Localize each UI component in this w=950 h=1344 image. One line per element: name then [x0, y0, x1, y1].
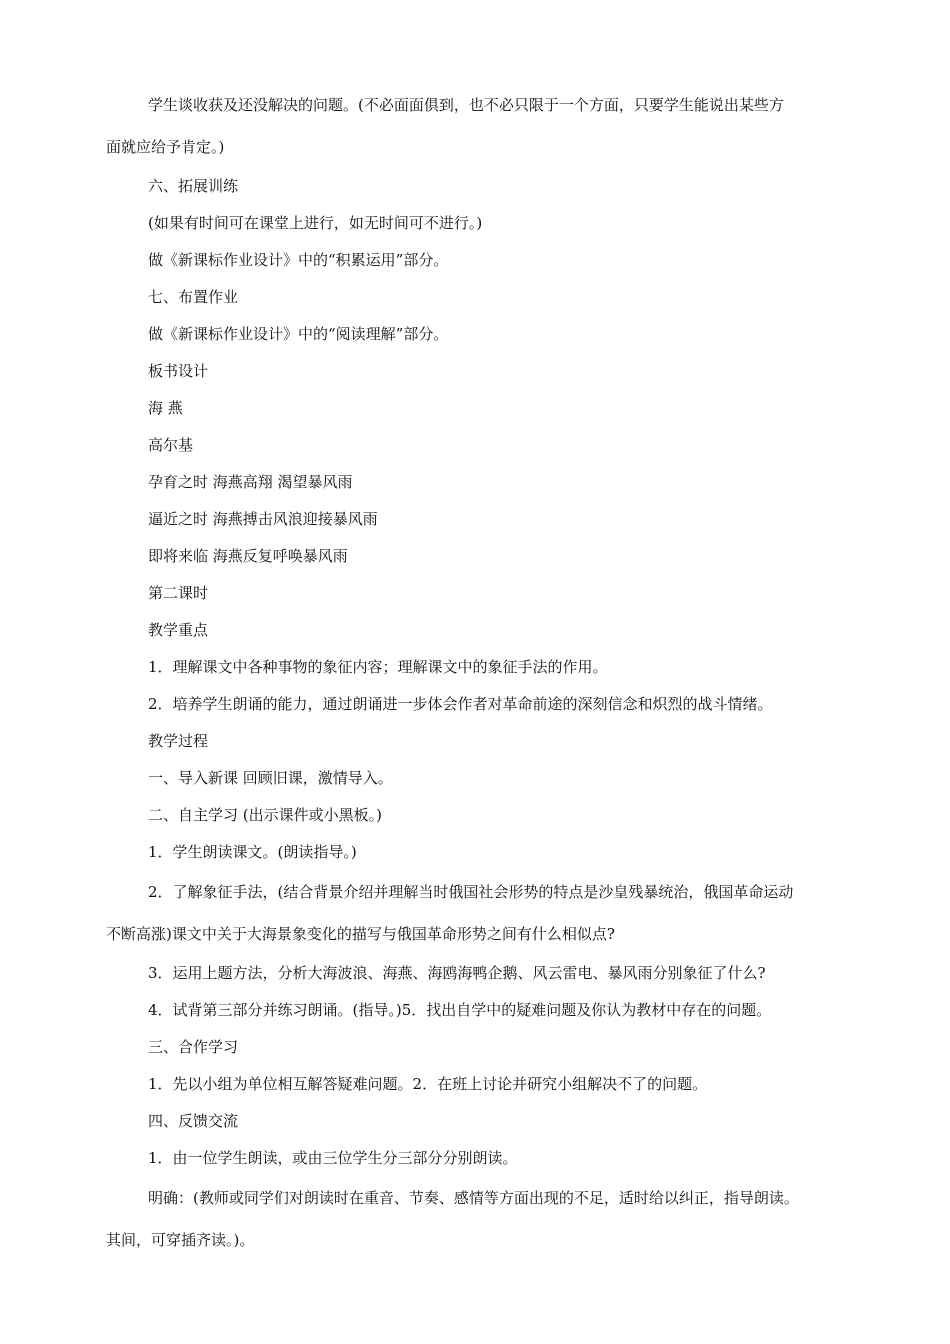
- process-step-introduction: 一、导入新课 回顾旧课，激情导入。: [148, 769, 393, 787]
- process-step-feedback: 四、反馈交流: [148, 1112, 239, 1130]
- self-study-item-3: 3．运用上题方法，分析大海波浪、海燕、海鸥海鸭企鹅、风云雷电、暴风雨分别象征了什么?: [148, 964, 766, 982]
- focus-item-2: 2．培养学生朗诵的能力，通过朗诵进一步体会作者对革命前途的深刻信念和炽烈的战斗情绪。: [148, 695, 773, 713]
- paragraph-extension-task: 做《新课标作业设计》中的“积累运用”部分。: [148, 251, 449, 269]
- paragraph-extension-note: (如果有时间可在课堂上进行，如无时间可不进行。): [148, 214, 483, 232]
- blackboard-author: 高尔基: [148, 436, 194, 454]
- feedback-item-1: 1．由一位学生朗读，或由三位学生分三部分分别朗读。: [148, 1149, 518, 1167]
- feedback-clarify-line2: 其间，可穿插齐读。)。: [106, 1231, 255, 1249]
- blackboard-title: 海 燕: [148, 399, 183, 417]
- self-study-item-1: 1．学生朗读课文。(朗读指导。): [148, 843, 357, 861]
- blackboard-row-1: 孕育之时 海燕高翔 渴望暴风雨: [148, 473, 353, 491]
- paragraph-summary-line2: 面就应给予肯定。): [106, 138, 225, 156]
- heading-second-lesson: 第二课时: [148, 584, 209, 602]
- focus-item-1: 1．理解课文中各种事物的象征内容；理解课文中的象征手法的作用。: [148, 658, 608, 676]
- blackboard-row-3: 即将来临 海燕反复呼唤暴风雨: [148, 547, 348, 565]
- cooperative-items: 1．先以小组为单位相互解答疑难问题。2．在班上讨论并研究小组解决不了的问题。: [148, 1075, 708, 1093]
- document-body: [106, 84, 868, 1261]
- self-study-item-4-5: 4．试背第三部分并练习朗诵。(指导。)5．找出自学中的疑难问题及你认为教材中存在的问题。: [148, 1001, 772, 1019]
- process-step-cooperative: 三、合作学习: [148, 1038, 239, 1056]
- self-study-item-2-line1: 2．了解象征手法，(结合背景介绍并理解当时俄国社会形势的特点是沙皇残暴统治，俄国革命运动: [148, 883, 794, 901]
- feedback-clarify-line1: 明确：(教师或同学们对朗读时在重音、节奏、感情等方面出现的不足，适时给以纠正，指导朗读。: [148, 1189, 799, 1207]
- paragraph-homework-task: 做《新课标作业设计》中的“阅读理解”部分。: [148, 325, 449, 343]
- heading-teaching-process: 教学过程: [148, 732, 209, 750]
- paragraph-summary-line1: 学生谈收获及还没解决的问题。(不必面面俱到，也不必只限于一个方面，只要学生能说出某些方: [148, 96, 784, 114]
- heading-extension-training: 六、拓展训练: [148, 177, 239, 195]
- heading-blackboard-design: 板书设计: [148, 362, 209, 380]
- heading-teaching-focus: 教学重点: [148, 621, 209, 639]
- self-study-item-2-line2: 不断高涨)课文中关于大海景象变化的描写与俄国革命形势之间有什么相似点?: [106, 925, 615, 943]
- process-step-self-study: 二、自主学习 (出示课件或小黑板。): [148, 806, 382, 824]
- heading-homework: 七、布置作业: [148, 288, 239, 306]
- blackboard-row-2: 逼近之时 海燕搏击风浪迎接暴风雨: [148, 510, 378, 528]
